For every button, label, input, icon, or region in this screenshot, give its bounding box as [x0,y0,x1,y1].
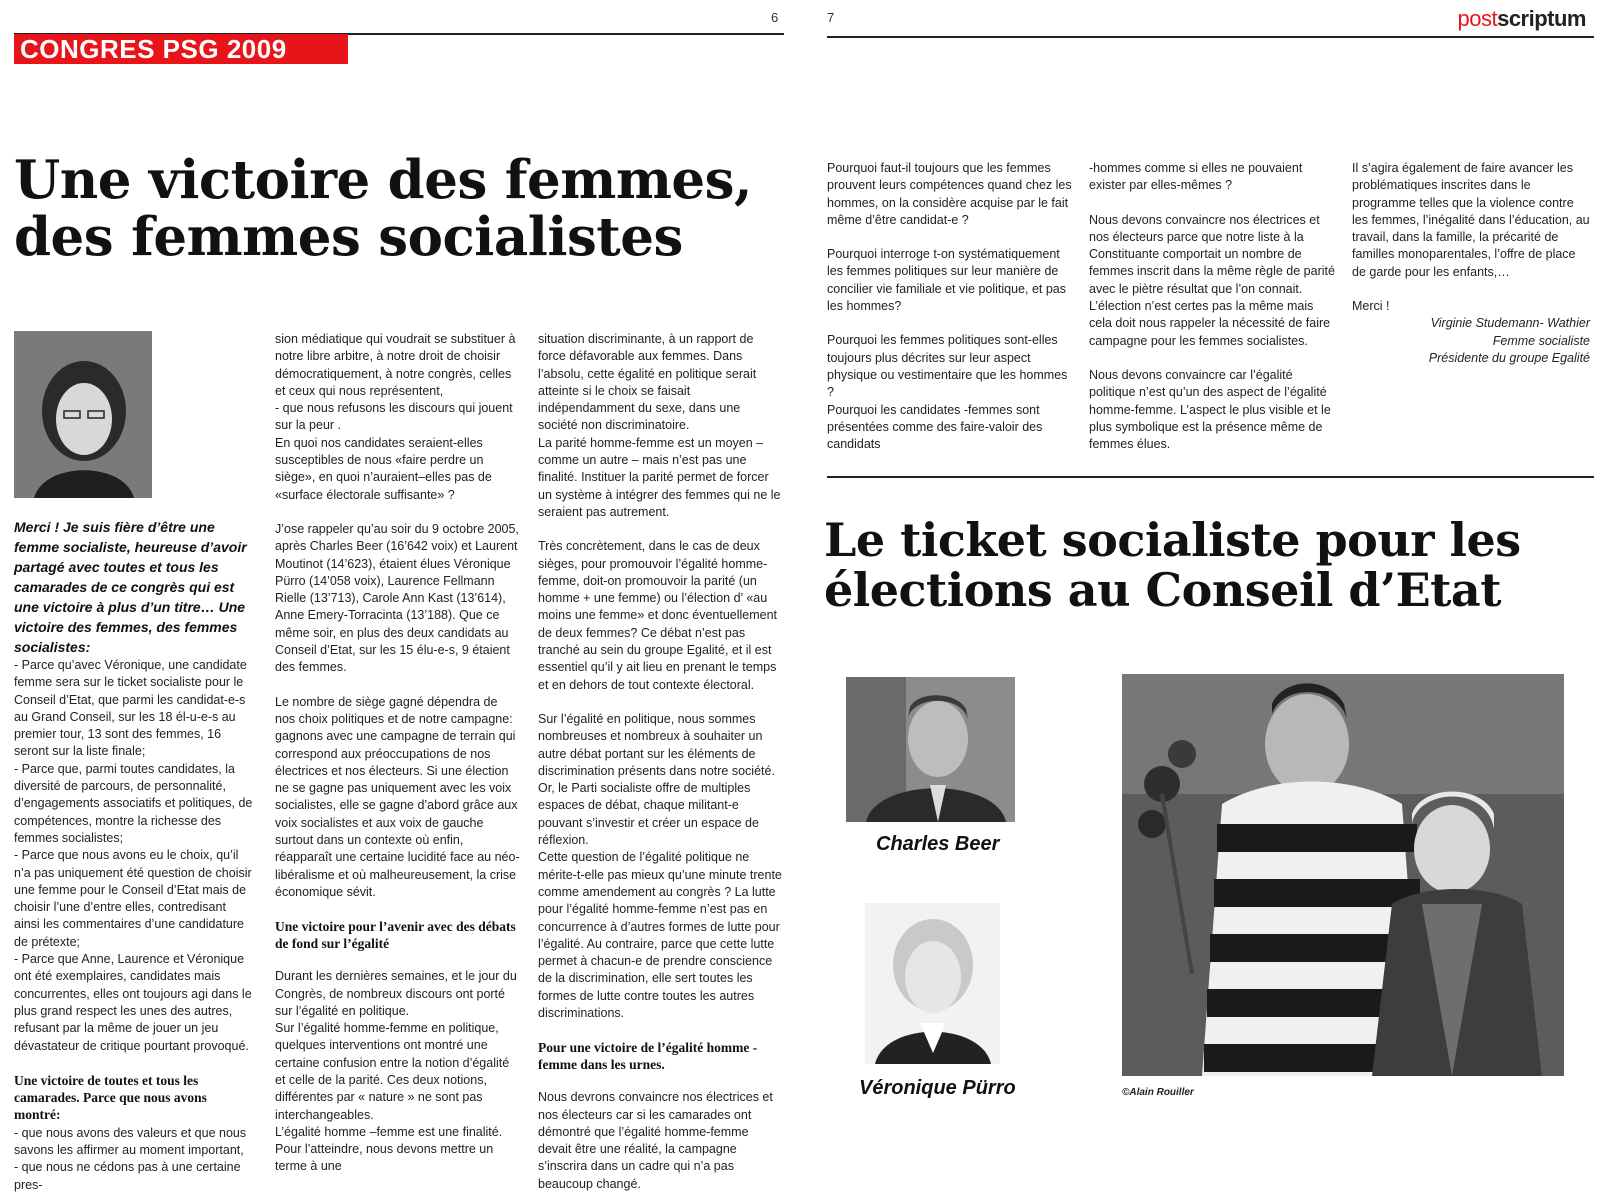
col5-paragraph-2: Nous devons convaincre nos électrices et nos électeurs parce que notre liste à la Constituante comportait un nombre de femmes inscrit dans la même règle de parité avec le piètre résultat que l’on connait. L’élection n’est certes pas la même mais cela doit nous rappeler la nécessité de faire campagne pour les femmes socialistes. [1089,212,1335,348]
col4-paragraph-3: Pourquoi les femmes politiques sont-elles toujours plus décrites sur leur aspect physique ou vestimentaire que les hommes ? Pourquoi les candidates -femmes sont présentées comme des faire-valoir des candidats [827,333,1068,452]
col4-paragraph-2: Pourquoi interroge t-on systématiquement les femmes politiques sur leur manière de concilier vie familiale et vie politique, et pas les hommes? [827,247,1067,314]
caption-charles-beer: Charles Beer [876,833,1000,855]
col1-end: - que nous avons des valeurs et que nous savons les affirmer au moment important, - que nous ne cédons pas à une certaine pres- [14,1125,247,1192]
author-photo [14,331,152,498]
article-headline: Une victoire des femmes, des femmes socialistes [14,149,752,269]
magazine-logo [1457,6,1586,32]
candidates-group-photo [1122,674,1564,1076]
article-intro: Merci ! Je suis fière d’être une femme socialiste, heureuse d’avoir partagé avec toutes et tous les camarades de ce congrès qui est une victoire à plus d’un titre… Une victoire des femmes, des femmes socialistes: [14,519,247,655]
col5-paragraph-1: -hommes comme si elles ne pouvaient exister par elles-mêmes ? [1089,161,1303,193]
section-banner: CONGRES PSG 2009 [14,34,348,64]
col3-subheading: Pour une victoire de l’égalité homme -femme dans les urnes. [538,1040,758,1073]
article-column-1 [14,517,254,1194]
col4-paragraph-1: Pourquoi faut-il toujours que les femmes prouvent leurs compétences quand chez les hommes, on la considère acquise par le fait même d’être candidat-e ? [827,161,1072,227]
section-divider [827,476,1594,478]
col3-paragraph-3: Sur l’égalité en politique, nous sommes nombreuses et nombreux à souhaiter un autre débat portant sur les éléments de discrimination présents dans notre société. Or, le Parti socialiste offre de multiples espaces de débat, chaque militant-e pouvant s’investir et créer un espace de réflexion. Cette question de l’égalité politique ne mérite-t-elle pas mieux qu’une minute trente comme amendement au congrès ? La lutte pour l’égalité homme-femme n’est pas en concurrence à d’autres formes de lutte pour l’égalité. Au contraire, parce que cette lutte permet à chacun-e de prendre conscience de la discrimination, elle sert toutes les formes de lutte contre toutes les autres discriminations. [538,711,782,1020]
col2-paragraph-2: J’ose rappeler qu’au soir du 9 octobre 2005, après Charles Beer (16’642 voix) et Laurent Moutinot (14’623), étaient élues Véronique Pürro (14’058 voix), Laurence Fellmann Rielle (13’713), Carole Ann Kast (13’614), Anne Emery-Torracinta (13’188). Que ce même soir, en plus des deux candidats au Conseil d’Etat, sur les 15 élu-e-s, 9 étaient des femmes. [275,521,519,675]
photo-credit: ©Alain Rouiller [1122,1087,1194,1098]
author-signature: Virginie Studemann- Wathier Femme socialiste Présidente du groupe Egalité [1428,316,1590,365]
right-page-number: 7 [827,10,835,25]
logo-scriptum: scriptum [1497,6,1586,31]
col3-paragraph-1: situation discriminante, à un rapport de force défavorable aux femmes. Dans l’absolu, cette égalité en politique serait atteinte si le choix se faisait indépendamment du sexe, dans une société non discriminatoire. La parité homme-femme est un moyen – comme un autre – mais n’est pas une finalité. Instituer la parité permet de forcer un système à intégrer des femmes qui ne le seraient pas autrement. [538,332,781,519]
col2-paragraph-3: Le nombre de siège gagné dépendra de nos choix politiques et de notre campagne: gagnons avec une campagne de terrain qui correspond aux préoccupations de nos électrices et nos électeurs. Si une élection ne se gagne pas uniquement avec les voix socialistes, elle se gagne d’abord grâce aux voix socialistes et aux voix de gauche surtout dans un contexte où enfin, réapparaît une certaine lucidité face au néo-libéralisme et où malheureusement, la crise économique sévit. [275,694,520,899]
article-column-4 [827,160,1073,453]
veronique-purro-photo [865,903,1000,1064]
left-page-number: 6 [771,10,779,25]
article-2-headline: Le ticket socialiste pour les élections au Conseil d’Etat [824,513,1521,617]
caption-veronique-purro: Véronique Pürro [859,1077,1016,1099]
col2-subheading: Une victoire pour l’avenir avec des débats de fond sur l’égalité [275,919,516,952]
col3-paragraph-4: Nous devrons convaincre nos électrices et nos électeurs car si les camarades ont démontré que l’égalité homme-femme devait être une réalité, la campagne s’inscrira dans un cadre qui n’a pas beaucoup changé. [538,1090,773,1191]
charles-beer-photo [846,677,1015,822]
col1-body: - Parce qu’avec Véronique, une candidate femme sera sur le ticket socialiste pour le Conseil d’Etat, que parmi les candidat-e-s au Grand Conseil, sur les 18 él-u-e-s au premier tour, 13 sont des femmes, 16 seront sur la liste finale; - Parce que, parmi toutes candidates, la diversité de parcours, de personnalité, d’engagements associatifs et politiques, de compétences, montre la richesse des femmes socialistes; - Parce que nous avons eu le choix, qu’il n’a pas uniquement été question de choisir une femme pour le Conseil d’Etat mais de choisir l’une d’entre elles, contredisant ainsi les commentaires d’une candidature de prétexte; - Parce que Anne, Laurence et Véronique ont été exemplaires, candidates mais concurrentes, elles ont toujours agi dans le plus grand respect les unes des autres, refusant par la même de jouer un jeu dévastateur de critique pourtant provoqué. [14,658,253,1053]
article-column-6 [1352,160,1590,367]
article-column-5 [1089,160,1335,453]
article-column-2 [275,331,520,1176]
right-header-rule [827,36,1594,38]
col6-paragraph-2: Merci ! [1352,299,1390,314]
col2-paragraph-4: Durant les dernières semaines, et le jour du Congrès, de nombreux discours ont porté sur l’égalité en politique. Sur l’égalité homme-femme en politique, quelques interventions ont montré une certaine confusion entre la notion d’égalité et celle de la parité. Ces deux notions, différentes par « nature » ne sont pas interchangeables. L’égalité homme –femme est une finalité. Pour l’atteindre, nous devons mettre un terme à une [275,969,517,1174]
col5-paragraph-3: Nous devons convaincre car l’égalité politique n’est qu’un des aspect de l’égalité homme-femme. L’aspect le plus visible et le plus symbolique est la présence même de femmes élues. [1089,367,1331,452]
col6-paragraph-1: Il s’agira également de faire avancer les problématiques inscrites dans le programme telles que la violence contre les femmes, l’inégalité dans l’éducation, au travail, dans la famille, la précarité de familles monoparentales, l’offre de place de garde pour les enfants,… [1352,161,1590,279]
col2-paragraph-1: sion médiatique qui voudrait se substituer à notre libre arbitre, à notre droit de choisir démocratiquement, à notre congrès, celles et ceux qui nous représentent, - que nous refusons les discours qui jouent sur la peur . En quoi nos candidates seraient-elles susceptibles de nous «faire perdre un siège», en quoi n’auraient–elles pas de «surface électorale suffisante» ? [275,332,516,502]
article-column-3 [538,331,783,1193]
col3-paragraph-2: Très concrètement, dans le cas de deux sièges, pour promouvoir l’égalité homme-femme, doit-on promouvoir la parité (un homme + une femme) ou l’élection d’ «au moins une femme» et donc éventuellement de deux femmes? Ce débat n’est pas tranché au sein du groupe Egalité, et il est essentiel qu’il y ait lieu en prenant le temps et en dehors de tout contexte électoral. [538,539,778,692]
col1-subheading: Une victoire de toutes et tous les camarades. Parce que nous avons montré: [14,1072,207,1122]
logo-post: post [1457,6,1498,31]
